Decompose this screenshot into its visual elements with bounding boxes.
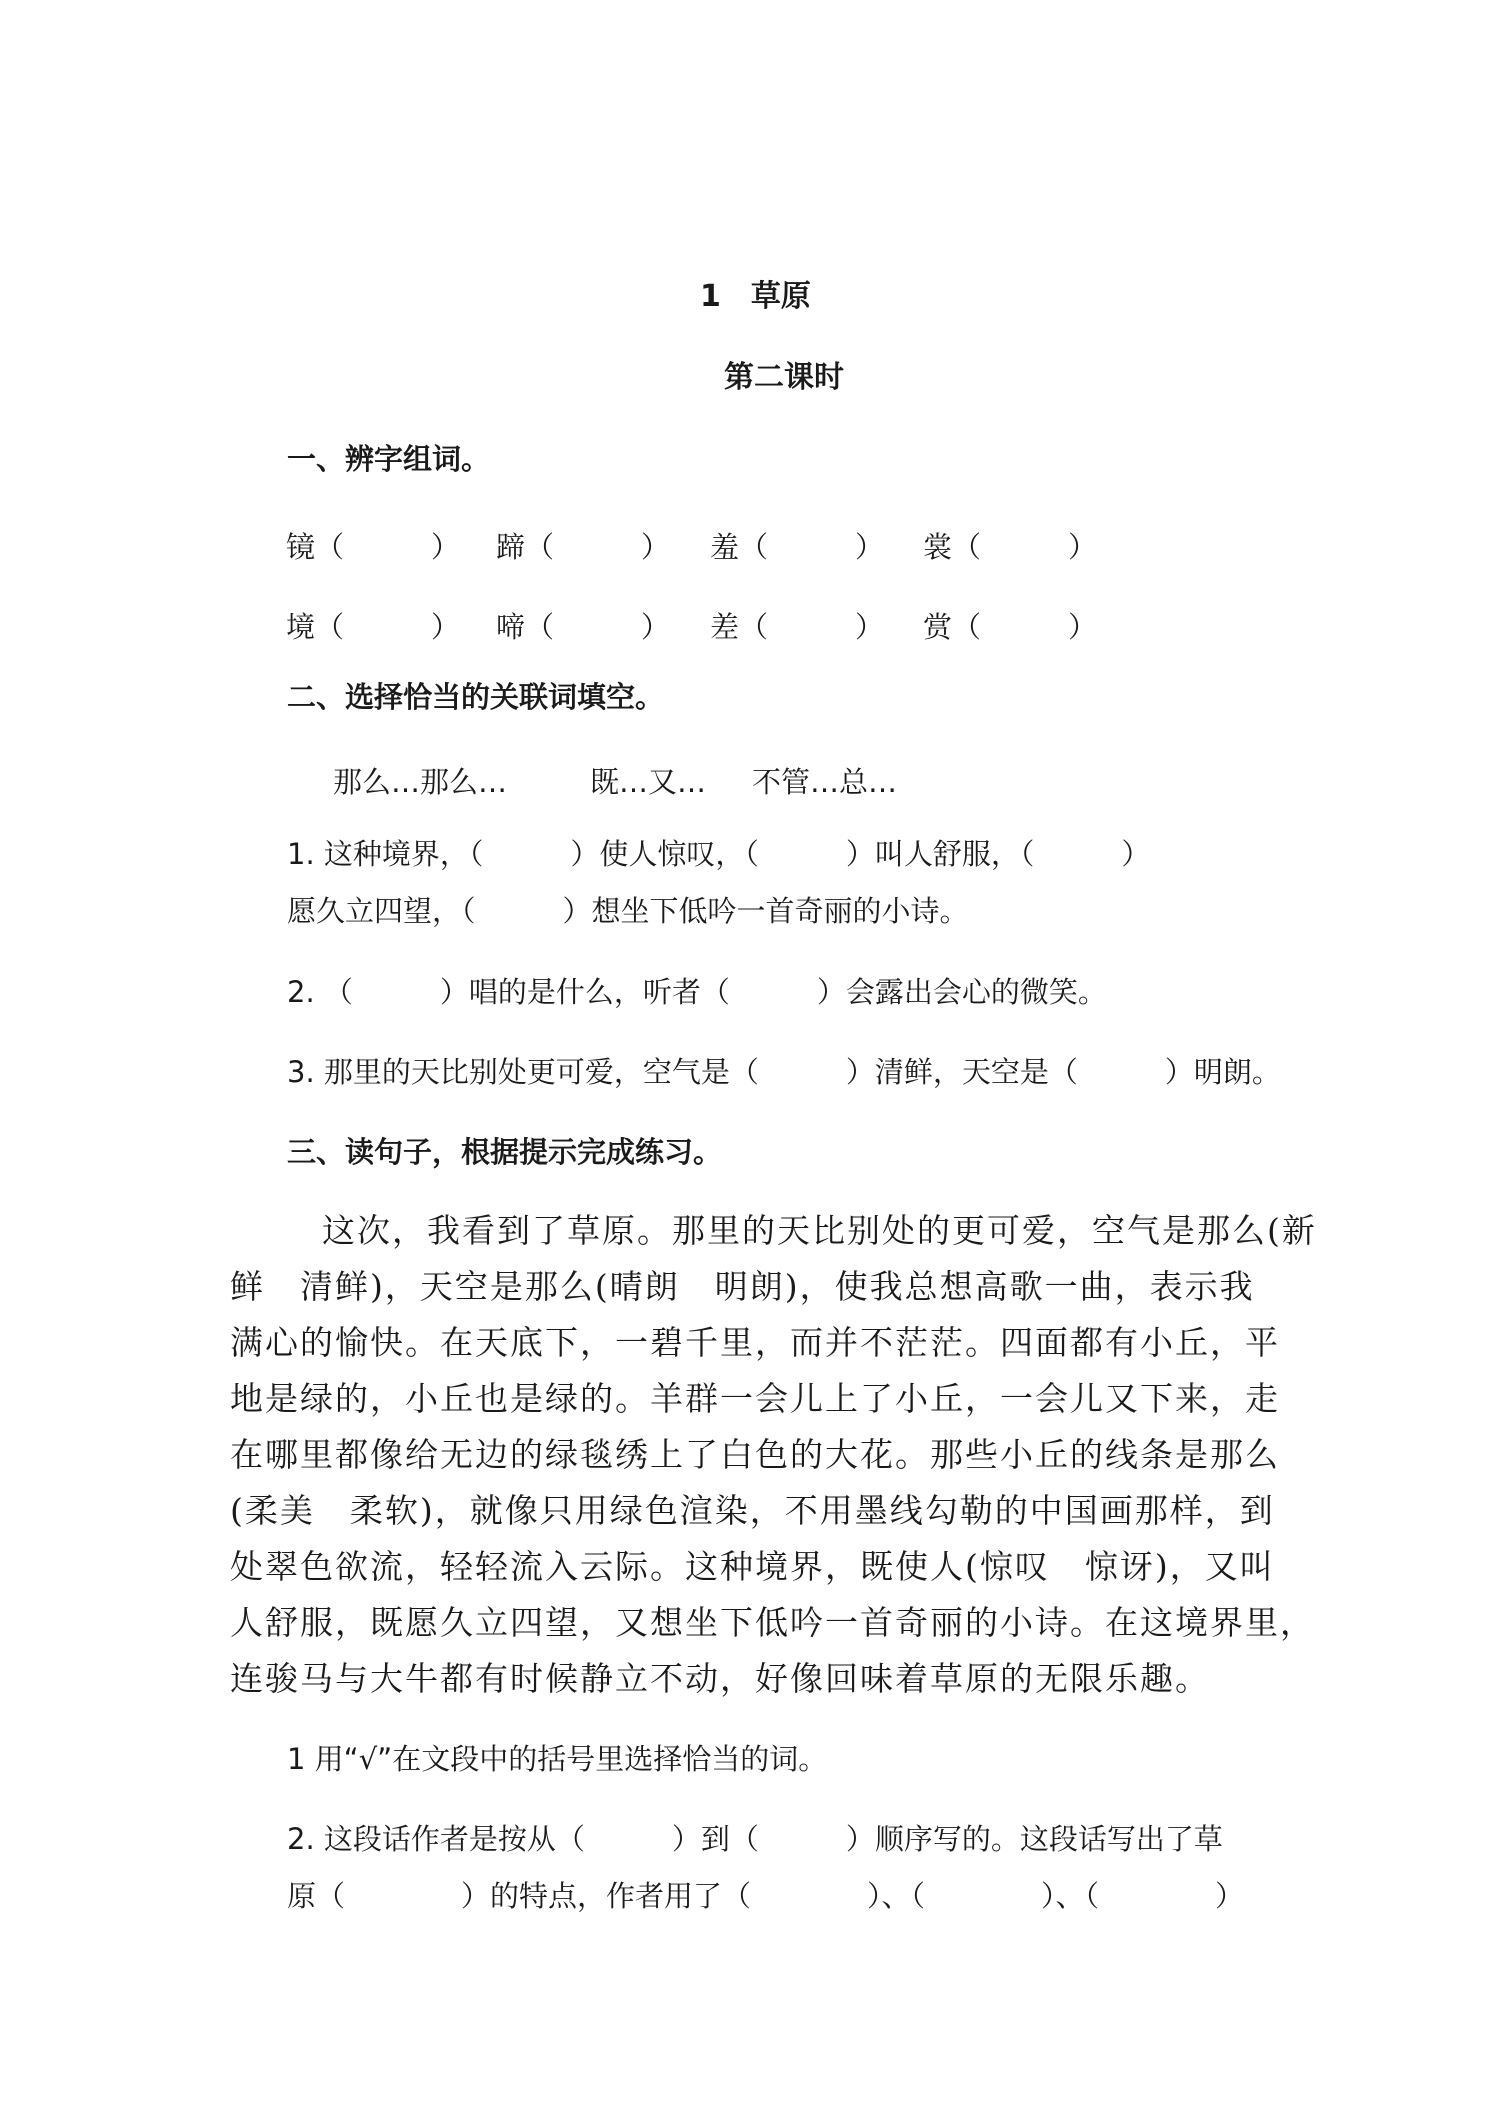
passage-line: 连骏马与大牛都有时候静立不动，好像回味着草原的无限乐趣。	[230, 1659, 1210, 1698]
section2-heading: 二、选择恰当的关联词填空。	[287, 680, 665, 714]
question-2-3: 3. 那里的天比别处更可爱，空气是（ ）清鲜，天空是（ ）明朗。	[287, 1055, 1281, 1089]
passage-line: 处翠色欲流，轻轻流入云际。这种境界，既使人(惊叹 惊讶)，又叫	[230, 1547, 1275, 1586]
question-2-2: 2. （ ）唱的是什么，听者（ ）会露出会心的微笑。	[287, 975, 1107, 1009]
char-item: 差（ ）	[710, 610, 885, 644]
lesson-subtitle: 第二课时	[724, 360, 844, 395]
passage-line: 鲜 清鲜)，天空是那么(晴朗 明朗)，使我总想高歌一曲，表示我	[230, 1267, 1255, 1306]
char-row-2	[286, 605, 1286, 644]
question-2-1-line2: 愿久立四望，（ ）想坐下低吟一首奇丽的小诗。	[287, 894, 969, 928]
conjunction-options	[0, 760, 1494, 799]
char-row-1	[286, 525, 1286, 564]
char-item: 羞（ ）	[710, 530, 885, 564]
passage-line: 人舒服，既愿久立四望，又想坐下低吟一首奇丽的小诗。在这境界里，	[230, 1603, 1315, 1642]
passage-line: 这次，我看到了草原。那里的天比别处的更可爱，空气是那么(新	[287, 1211, 1317, 1250]
passage-line: 在哪里都像给无边的绿毯绣上了白色的大花。那些小丘的线条是那么	[230, 1435, 1280, 1474]
char-item: 啼（ ）	[496, 610, 671, 644]
conjunction-option: 不管…总…	[752, 765, 898, 799]
section1-heading: 一、辨字组词。	[287, 442, 491, 476]
char-item: 蹄（ ）	[496, 530, 671, 564]
char-item: 裳（ ）	[923, 530, 1098, 564]
passage-line: (柔美 柔软)，就像只用绿色渲染，不用墨线勾勒的中国画那样，到	[230, 1491, 1275, 1530]
conjunction-option: 既…又…	[590, 765, 707, 799]
question-3-1: 1 用“√”在文段中的括号里选择恰当的词。	[287, 1742, 828, 1776]
char-item: 赏（ ）	[923, 610, 1098, 644]
passage-line: 满心的愉快。在天底下，一碧千里，而并不茫茫。四面都有小丘，平	[230, 1323, 1280, 1362]
question-3-2-line2: 原（ ）的特点，作者用了（ ）、（ ）、（ ）	[287, 1879, 1245, 1913]
question-2-1-line1: 1. 这种境界，（ ）使人惊叹，（ ）叫人舒服，（ ）	[287, 837, 1151, 871]
question-3-2-line1: 2. 这段话作者是按从（ ）到（ ）顺序写的。这段话写出了草	[287, 1822, 1223, 1856]
passage-line: 地是绿的，小丘也是绿的。羊群一会儿上了小丘，一会儿又下来，走	[230, 1379, 1280, 1418]
lesson-title: 1 草原	[700, 279, 811, 314]
conjunction-option: 那么…那么…	[333, 765, 508, 799]
section3-heading: 三、读句子，根据提示完成练习。	[287, 1135, 723, 1169]
char-item: 境（ ）	[286, 610, 461, 644]
char-item: 镜（ ）	[286, 530, 461, 564]
